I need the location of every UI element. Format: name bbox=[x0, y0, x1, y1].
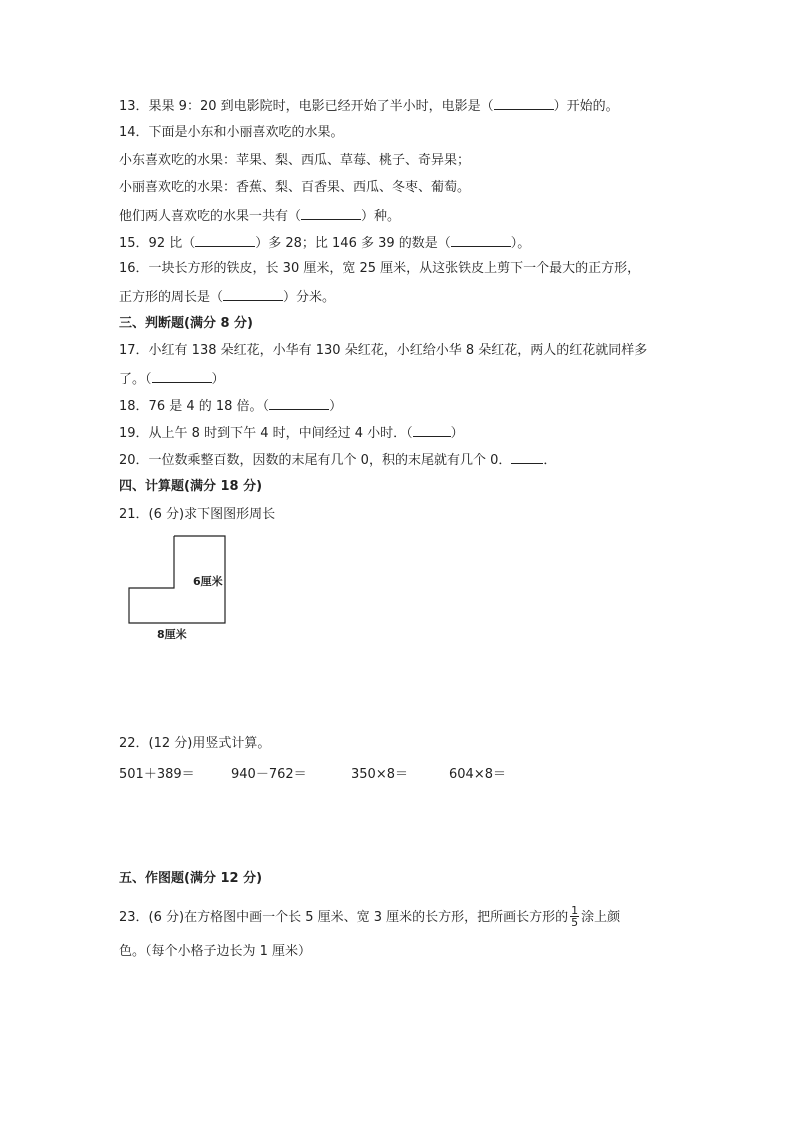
fraction-one-fifth: $\frac{1}{5}$ bbox=[571, 904, 579, 929]
question-14-intro: 14．下面是小东和小丽喜欢吃的水果。 bbox=[119, 125, 344, 140]
section-3-heading: 三、判断题(满分 8 分) bbox=[119, 316, 253, 331]
calc-expr-4: 604×8＝ bbox=[449, 767, 506, 782]
question-16-line2: 正方形的周长是（ ）分米。 bbox=[119, 290, 336, 305]
answer-blank[interactable] bbox=[413, 424, 451, 437]
question-23-line2: 色。（每个小格子边长为 1 厘米） bbox=[119, 944, 312, 959]
question-16-line1: 16．一块长方形的铁皮，长 30 厘米，宽 25 厘米，从这张铁皮上剪下一个最大的正方形， bbox=[119, 261, 641, 276]
answer-blank[interactable] bbox=[301, 207, 361, 220]
answer-blank[interactable] bbox=[511, 451, 543, 464]
answer-blank[interactable] bbox=[152, 370, 212, 383]
question-14-dong: 小东喜欢吃的水果：苹果、梨、西瓜、草莓、桃子、奇异果； bbox=[119, 153, 471, 168]
answer-blank[interactable] bbox=[223, 288, 283, 301]
calc-expr-3: 350×8＝ bbox=[351, 767, 408, 782]
figure-width-label: 8厘米 bbox=[157, 628, 187, 641]
figure-height-label: 6厘米 bbox=[193, 575, 223, 588]
question-14-li: 小丽喜欢吃的水果：香蕉、梨、百香果、西瓜、冬枣、葡萄。 bbox=[119, 180, 471, 195]
section-5-heading: 五、作图题(满分 12 分) bbox=[119, 871, 263, 886]
section-4-heading: 四、计算题(满分 18 分) bbox=[119, 479, 263, 494]
answer-blank[interactable] bbox=[269, 397, 329, 410]
calc-expr-2: 940－762＝ bbox=[231, 767, 307, 782]
l-shape-figure bbox=[120, 528, 240, 646]
calc-expr-1: 501＋389＝ bbox=[119, 767, 195, 782]
question-17-line2: 了。（ ） bbox=[119, 372, 225, 387]
question-20: 20．一位数乘整百数，因数的末尾有几个 0，积的末尾就有几个 0． ． bbox=[119, 453, 557, 468]
question-14-ask: 他们两人喜欢吃的水果一共有（ ）种。 bbox=[119, 209, 401, 224]
question-22: 22．(12 分)用竖式计算。 bbox=[119, 736, 271, 751]
answer-blank[interactable] bbox=[494, 97, 554, 110]
question-13: 13．果果 9：20 到电影院时，电影已经开始了半小时，电影是（ ）开始的。 bbox=[119, 99, 619, 114]
question-19: 19．从上午 8 时到下午 4 时，中间经过 4 小时．（ ） bbox=[119, 426, 464, 441]
question-15: 15．92 比（ ）多 28；比 146 多 39 的数是（ ）。 bbox=[119, 236, 531, 251]
question-23-line1: 23．(6 分)在方格图中画一个长 5 厘米、宽 3 厘米的长方形，把所画长方形的 $\frac{1}{5}$ 涂上颜 bbox=[119, 904, 621, 929]
answer-blank[interactable] bbox=[195, 234, 255, 247]
question-21: 21．(6 分)求下图图形周长 bbox=[119, 507, 276, 522]
question-17-line1: 17．小红有 138 朵红花，小华有 130 朵红花，小红给小华 8 朵红花，两人的红花就同样多 bbox=[119, 343, 648, 358]
question-18: 18．76 是 4 的 18 倍。（ ） bbox=[119, 399, 343, 414]
answer-blank[interactable] bbox=[451, 234, 511, 247]
